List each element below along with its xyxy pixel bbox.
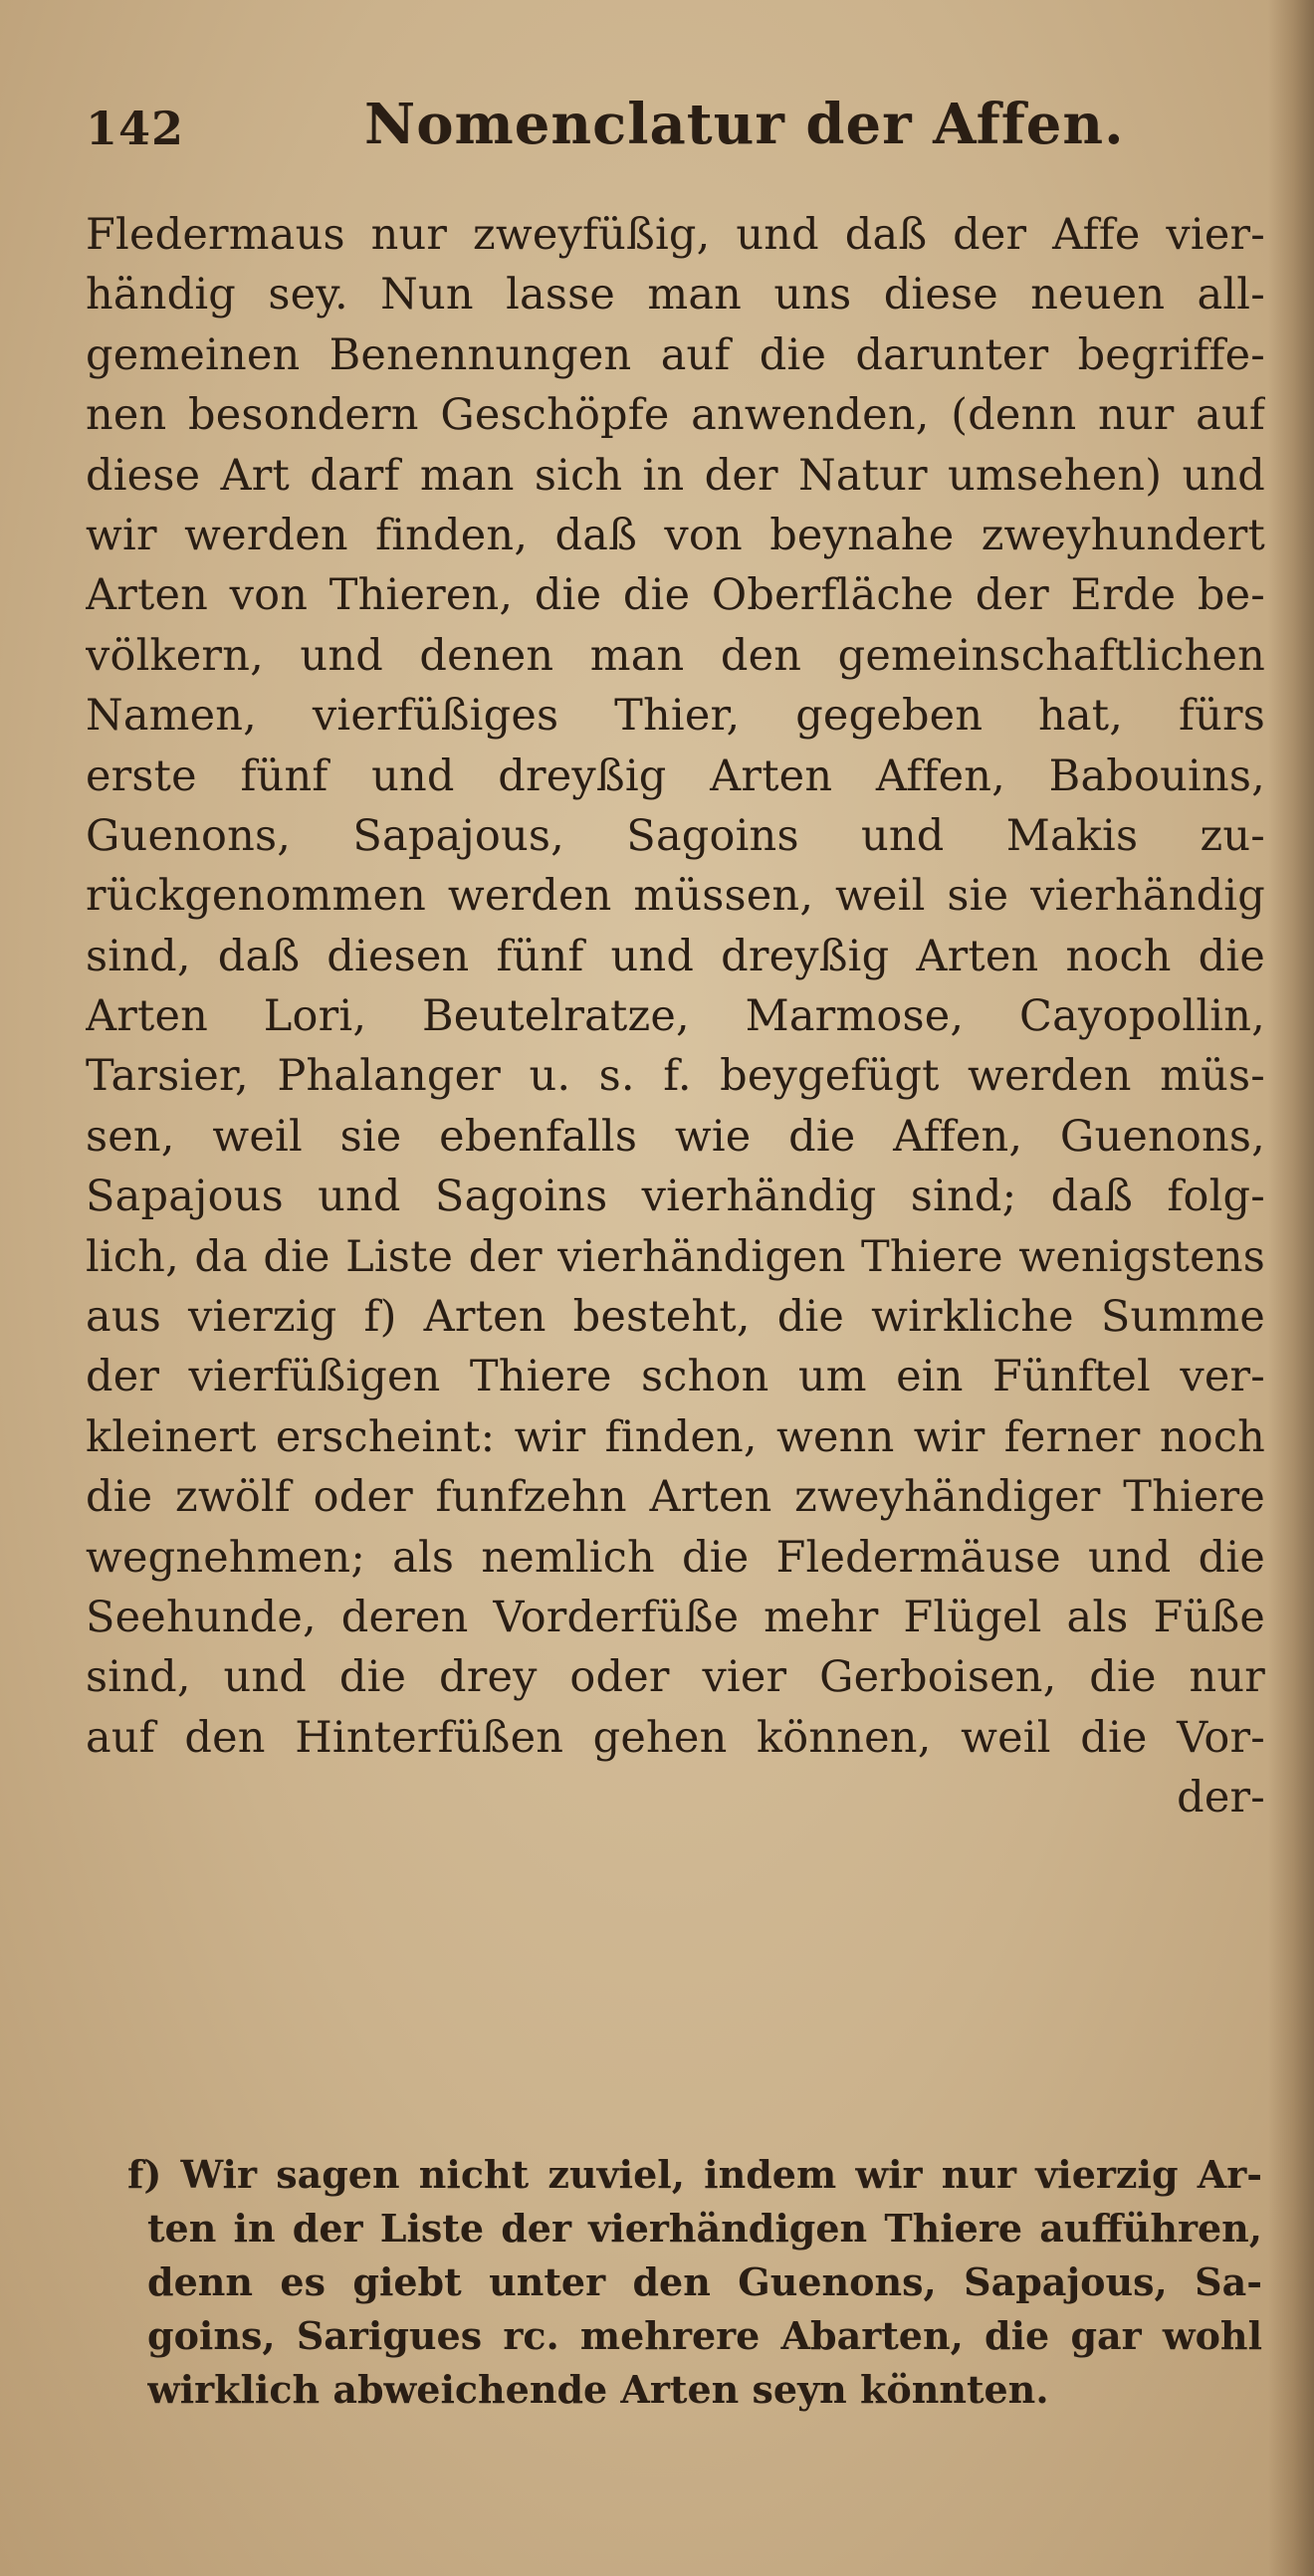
body-line: Seehunde, deren Vorderfüße mehr Flügel als Füße (86, 1592, 1265, 1642)
body-line: der vierfüßigen Thiere schon um ein Fünftel ver- (86, 1352, 1265, 1402)
body-line: diese Art darf man sich in der Natur umsehen) und (86, 450, 1265, 501)
footnote-line: f) Wir sagen nicht zuviel, indem wir nur vierzig Ar- (127, 2152, 1262, 2197)
body-text (86, 205, 1265, 1828)
footnote-line: denn es giebt unter den Guenons, Sapajous, Sa- (147, 2259, 1262, 2304)
body-line: Tarsier, Phalanger u. s. f. beygefügt werden müs- (86, 1051, 1265, 1102)
body-line: wir werden finden, daß von beynahe zweyhundert (86, 510, 1265, 560)
body-line: sind, und die drey oder vier Gerboisen, die nur (86, 1652, 1265, 1703)
catchword: der- (1177, 1773, 1265, 1824)
body-line: Namen, vierfüßiges Thier, gegeben hat, fürs (86, 691, 1265, 742)
body-line: Arten Lori, Beutelratze, Marmose, Cayopollin, (86, 991, 1265, 1042)
body-line: aus vierzig f) Arten besteht, die wirkliche Summe (86, 1292, 1265, 1343)
footnote-line: ten in der Liste der vierhändigen Thiere aufführen, (147, 2206, 1262, 2251)
body-line: sen, weil sie ebenfalls wie die Affen, Guenons, (86, 1111, 1265, 1162)
body-line: lich, da die Liste der vierhändigen Thiere wenigstens (86, 1231, 1265, 1282)
body-line: Arten von Thieren, die die Oberfläche der Erde be- (86, 570, 1265, 621)
body-line: kleinert erscheint: wir finden, wenn wir ferner noch (86, 1411, 1265, 1462)
body-line: völkern, und denen man den gemeinschaftlichen (86, 630, 1265, 681)
running-head (86, 92, 1230, 171)
body-line: erste fünf und dreyßig Arten Affen, Babouins, (86, 751, 1265, 801)
body-line: sind, daß diesen fünf und dreyßig Arten noch die (86, 931, 1265, 981)
page-gutter-shadow (1268, 0, 1314, 2576)
body-line: wegnehmen; als nemlich die Fledermäuse und die (86, 1532, 1265, 1583)
body-line: händig sey. Nun lasse man uns diese neuen all- (86, 270, 1265, 321)
body-line: rückgenommen werden müssen, weil sie vierhändig (86, 871, 1265, 922)
body-line: gemeinen Benennungen auf die darunter begriffe- (86, 329, 1265, 380)
body-line: auf den Hinterfüßen gehen können, weil die Vor- (86, 1712, 1265, 1763)
body-line: nen besondern Geschöpfe anwenden, (denn nur auf (86, 390, 1265, 441)
page-title: Nomenclatur der Affen. (364, 92, 1125, 157)
body-line: Sapajous und Sagoins vierhändig sind; daß folg- (86, 1172, 1265, 1222)
body-line: Guenons, Sapajous, Sagoins und Makis zu- (86, 810, 1265, 861)
page-number: 142 (86, 102, 185, 155)
body-line: die zwölf oder funfzehn Arten zweyhändiger Thiere (86, 1472, 1265, 1523)
footnote-line: goins, Sarigues rc. mehrere Abarten, die gar wohl (147, 2313, 1262, 2358)
footnote-line: wirklich abweichende Arten seyn könnten. (147, 2367, 1049, 2412)
body-line: Fledermaus nur zweyfüßig, und daß der Affe vier- (86, 210, 1265, 260)
footnote (127, 2148, 1262, 2417)
